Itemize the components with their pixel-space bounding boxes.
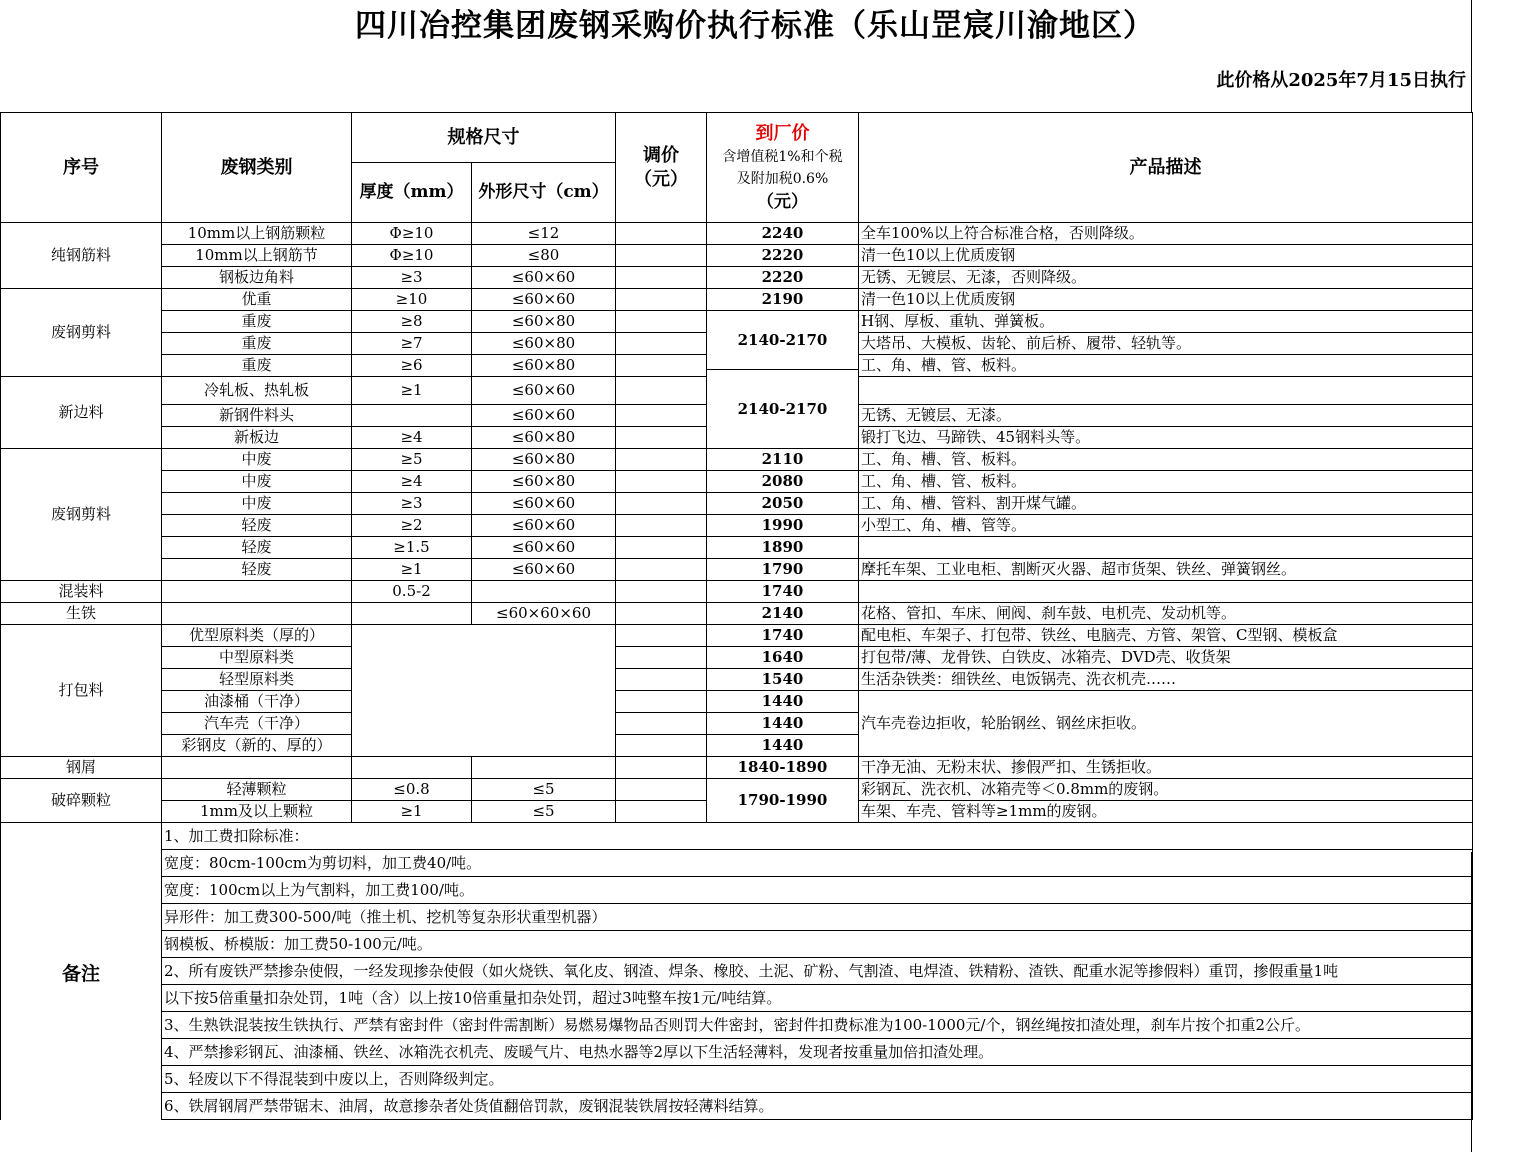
item-name: 中型原料类 — [162, 647, 352, 669]
adjust-cell — [616, 581, 707, 603]
header-price-unit: （元） — [757, 191, 808, 212]
item-name — [162, 581, 352, 603]
adjust-cell — [616, 669, 707, 691]
size-cell: ≤60×80 — [472, 427, 616, 449]
adjust-cell — [616, 515, 707, 537]
item-name: 中废 — [162, 493, 352, 515]
adjust-cell — [616, 691, 707, 713]
item-name: 新钢件料头 — [162, 405, 352, 427]
size-cell: ≤60×60 — [472, 377, 616, 405]
desc-cell: 汽车壳卷边拒收，轮胎钢丝、钢丝床拒收。 — [859, 691, 1473, 757]
size-cell — [472, 757, 616, 779]
item-name: 重废 — [162, 333, 352, 355]
thickness-cell: ≥8 — [352, 311, 472, 333]
table-row — [1, 515, 1473, 537]
item-name: 汽车壳（干净） — [162, 713, 352, 735]
price-table — [0, 112, 1473, 1120]
table-row — [1, 669, 1473, 691]
note-line: 钢模板、桥模版：加工费50-100元/吨。 — [162, 931, 1473, 958]
size-cell: ≤60×80 — [472, 471, 616, 493]
price-cell: 1440 — [707, 735, 859, 757]
item-name: 钢板边角料 — [162, 267, 352, 289]
price-cell — [707, 311, 859, 449]
item-name: 10mm以上钢筋节 — [162, 245, 352, 267]
size-cell: ≤80 — [472, 245, 616, 267]
adjust-cell — [616, 355, 707, 377]
price-cell: 1740 — [707, 625, 859, 647]
desc-cell: 配电柜、车架子、打包带、铁丝、电脑壳、方管、架管、C型钢、模板盒 — [859, 625, 1473, 647]
item-name: 轻型原料类 — [162, 669, 352, 691]
price-cell: 1440 — [707, 713, 859, 735]
price-cell: 1890 — [707, 537, 859, 559]
thickness-cell: ≤0.8 — [352, 779, 472, 801]
size-cell: ≤60×60 — [472, 267, 616, 289]
size-cell: ≤60×80 — [472, 355, 616, 377]
divider — [1471, 0, 1472, 112]
item-name: 10mm以上钢筋颗粒 — [162, 223, 352, 245]
adjust-cell — [616, 377, 707, 405]
price-cell: 2140 — [707, 603, 859, 625]
item-name: 冷轧板、热轧板 — [162, 377, 352, 405]
item-name: 彩钢皮（新的、厚的） — [162, 735, 352, 757]
size-cell: ≤60×80 — [472, 449, 616, 471]
header-price-main: 到厂价 — [755, 122, 810, 144]
thickness-cell: ≥1.5 — [352, 537, 472, 559]
adjust-cell — [616, 223, 707, 245]
item-name: 中废 — [162, 471, 352, 493]
item-name: 1mm及以上颗粒 — [162, 801, 352, 823]
notes-row — [1, 1012, 1473, 1039]
adjust-cell — [616, 603, 707, 625]
group-label: 废钢剪料 — [1, 289, 162, 377]
header-desc: 产品描述 — [859, 113, 1473, 223]
price-value: 2140-2170 — [737, 400, 828, 418]
desc-cell: 工、角、槽、管、板料。 — [859, 471, 1473, 493]
desc-cell: 打包带/薄、龙骨铁、白铁皮、冰箱壳、DVD壳、收货架 — [859, 647, 1473, 669]
note-line: 以下按5倍重量扣杂处罚，1吨（含）以上按10倍重量扣杂处罚，超过3吨整车按1元/吨结算。 — [162, 985, 1473, 1012]
desc-cell: 工、角、槽、管、板料。 — [859, 355, 1473, 377]
header-size: 外形尺寸（cm） — [472, 163, 616, 223]
group-label: 生铁 — [1, 603, 162, 625]
notes-label — [1, 823, 162, 1120]
adjust-cell — [616, 801, 707, 823]
header-price-tax-2: 及附加税0.6% — [736, 170, 829, 187]
note-line: 4、严禁掺彩钢瓦、油漆桶、铁丝、冰箱洗衣机壳、废暖气片、电热水器等2厚以下生活轻薄料，发现者按重量加倍扣渣处理。 — [162, 1039, 1473, 1066]
desc-cell — [859, 537, 1473, 559]
thickness-cell: Φ≥10 — [352, 245, 472, 267]
size-cell: ≤60×60 — [472, 537, 616, 559]
note-line: 3、生熟铁混装按生铁执行、严禁有密封件（密封件需割断）易燃易爆物品否则罚大件密封，密封件扣费标准为100-1000元/个，钢丝绳按扣渣处理，刹车片按个扣重2公斤。 — [162, 1012, 1473, 1039]
table-row — [1, 625, 1473, 647]
group-label: 打包料 — [1, 625, 162, 757]
desc-cell — [859, 377, 1473, 405]
header-adjust — [616, 113, 707, 223]
effective-date: 此价格从2025年7月15日执行 — [1216, 70, 1466, 91]
note-line: 宽度：100cm以上为气割料，加工费100/吨。 — [162, 877, 1473, 904]
thickness-cell: ≥4 — [352, 471, 472, 493]
item-name: 油漆桶（干净） — [162, 691, 352, 713]
table-row — [1, 603, 1473, 625]
size-cell: ≤12 — [472, 223, 616, 245]
thickness-cell: ≥1 — [352, 559, 472, 581]
notes-row — [1, 958, 1473, 985]
desc-cell — [859, 581, 1473, 603]
price-cell: 2220 — [707, 245, 859, 267]
item-name: 优重 — [162, 289, 352, 311]
adjust-cell — [616, 267, 707, 289]
adjust-cell — [616, 427, 707, 449]
desc-cell: 无锈、无镀层、无漆，否则降级。 — [859, 267, 1473, 289]
size-cell: ≤60×60 — [472, 289, 616, 311]
desc-cell: 花格、管扣、车床、闸阀、刹车鼓、电机壳、发动机等。 — [859, 603, 1473, 625]
price-cell: 2110 — [707, 449, 859, 471]
size-cell: ≤5 — [472, 779, 616, 801]
price-cell: 1440 — [707, 691, 859, 713]
price-cell: 1740 — [707, 581, 859, 603]
notes-row — [1, 1066, 1473, 1093]
thickness-cell — [352, 405, 472, 427]
header-category: 废钢类别 — [162, 113, 352, 223]
price-cell: 1540 — [707, 669, 859, 691]
thickness-cell: Φ≥10 — [352, 223, 472, 245]
price-cell: 2080 — [707, 471, 859, 493]
thickness-cell — [352, 757, 472, 779]
notes-label-text: 备注 — [61, 962, 100, 985]
group-label: 破碎颗粒 — [1, 779, 162, 823]
adjust-cell — [616, 449, 707, 471]
notes-row — [1, 985, 1473, 1012]
thickness-cell: ≥1 — [352, 377, 472, 405]
thickness-cell: ≥4 — [352, 427, 472, 449]
adjust-cell — [616, 625, 707, 647]
header-row — [1, 113, 1473, 163]
note-line: 2、所有废铁严禁掺杂使假，一经发现掺杂使假（如火烧铁、氧化皮、钢渣、焊条、橡胶、土泥、矿粉、气割渣、电焊渣、铁精粉、渣铁、配重水泥等掺假料）重罚，掺假重量1吨 — [162, 958, 1473, 985]
header-thickness: 厚度（mm） — [352, 163, 472, 223]
item-name: 重废 — [162, 355, 352, 377]
table-row — [1, 267, 1473, 289]
notes-row — [1, 1093, 1473, 1120]
item-name: 重废 — [162, 311, 352, 333]
notes-row — [1, 904, 1473, 931]
price-cell: 1790-1990 — [707, 779, 859, 823]
notes-row — [1, 931, 1473, 958]
table-row — [1, 311, 1473, 333]
group-label: 纯钢筋料 — [1, 223, 162, 289]
size-cell — [472, 581, 616, 603]
size-cell: ≤60×60 — [472, 405, 616, 427]
header-price-tax-1: 含增值税1%和个税 — [722, 148, 843, 165]
adjust-cell — [616, 735, 707, 757]
note-line: 异形件：加工费300-500/吨（推土机、挖机等复杂形状重型机器） — [162, 904, 1473, 931]
table-row — [1, 537, 1473, 559]
price-cell: 1790 — [707, 559, 859, 581]
price-cell: 1640 — [707, 647, 859, 669]
adjust-cell — [616, 471, 707, 493]
item-name — [162, 757, 352, 779]
thickness-cell: ≥3 — [352, 493, 472, 515]
adjust-cell — [616, 333, 707, 355]
size-cell: ≤5 — [472, 801, 616, 823]
adjust-cell — [616, 311, 707, 333]
price-cell: 2190 — [707, 289, 859, 311]
size-cell: ≤60×60 — [472, 493, 616, 515]
notes-row — [1, 823, 1473, 850]
size-cell: ≤60×80 — [472, 311, 616, 333]
desc-cell: 工、角、槽、管料、割开煤气罐。 — [859, 493, 1473, 515]
adjust-cell — [616, 647, 707, 669]
header-price — [707, 113, 859, 223]
table-row — [1, 559, 1473, 581]
desc-cell: 清一色10以上优质废钢 — [859, 289, 1473, 311]
desc-cell: 生活杂铁类：细铁丝、电饭锅壳、洗衣机壳…… — [859, 669, 1473, 691]
adjust-cell — [616, 245, 707, 267]
thickness-cell: 0.5-2 — [352, 581, 472, 603]
table-row — [1, 691, 1473, 713]
adjust-cell — [616, 713, 707, 735]
table-row — [1, 757, 1473, 779]
desc-cell: 清一色10以上优质废钢 — [859, 245, 1473, 267]
table-row — [1, 471, 1473, 493]
item-name — [162, 603, 352, 625]
table-row — [1, 449, 1473, 471]
size-cell: ≤60×60 — [472, 515, 616, 537]
thickness-cell: ≥10 — [352, 289, 472, 311]
table-row — [1, 223, 1473, 245]
price-cell: 2050 — [707, 493, 859, 515]
notes-row — [1, 850, 1473, 877]
item-name: 优型原料类（厚的） — [162, 625, 352, 647]
adjust-cell — [616, 757, 707, 779]
table-row — [1, 493, 1473, 515]
group-label: 新边料 — [1, 377, 162, 449]
desc-cell: 大塔吊、大模板、齿轮、前后桥、履带、轻轨等。 — [859, 333, 1473, 355]
thickness-cell: ≥1 — [352, 801, 472, 823]
header-adjust-unit: （元） — [634, 168, 688, 190]
adjust-cell — [616, 405, 707, 427]
price-cell: 2240 — [707, 223, 859, 245]
desc-cell: H钢、厚板、重轨、弹簧板。 — [859, 311, 1473, 333]
adjust-cell — [616, 779, 707, 801]
thickness-cell: ≥6 — [352, 355, 472, 377]
desc-cell: 工、角、槽、管、板料。 — [859, 449, 1473, 471]
note-line: 1、加工费扣除标准： — [162, 823, 1473, 850]
table-row — [1, 581, 1473, 603]
price-value: 2140-2170 — [737, 331, 828, 349]
price-cell: 1990 — [707, 515, 859, 537]
desc-cell: 小型工、角、槽、管等。 — [859, 515, 1473, 537]
notes-row — [1, 877, 1473, 904]
adjust-cell — [616, 289, 707, 311]
desc-cell: 彩钢瓦、洗衣机、冰箱壳等＜0.8mm的废钢。 — [859, 779, 1473, 801]
price-cell: 2220 — [707, 267, 859, 289]
thickness-cell — [352, 603, 472, 625]
notes-row — [1, 1039, 1473, 1066]
thickness-cell: ≥2 — [352, 515, 472, 537]
size-cell: ≤60×60 — [472, 559, 616, 581]
desc-cell: 锻打飞边、马蹄铁、45钢料头等。 — [859, 427, 1473, 449]
desc-cell: 全车100%以上符合标准合格，否则降级。 — [859, 223, 1473, 245]
table-row — [1, 289, 1473, 311]
item-name: 中废 — [162, 449, 352, 471]
item-name: 轻废 — [162, 559, 352, 581]
note-line: 6、铁屑钢屑严禁带锯末、油屑，故意掺杂者处货值翻倍罚款，废钢混装铁屑按轻薄料结算。 — [162, 1093, 1473, 1120]
page-title: 四川冶控集团废钢采购价执行标准（乐山罡宸川渝地区） — [355, 8, 1155, 44]
table-row — [1, 779, 1473, 801]
size-cell: ≤60×60×60 — [472, 603, 616, 625]
desc-cell: 无锈、无镀层、无漆。 — [859, 405, 1473, 427]
group-label: 钢屑 — [1, 757, 162, 779]
price-cell: 1840-1890 — [707, 757, 859, 779]
size-cell: ≤60×80 — [472, 333, 616, 355]
table-row — [1, 647, 1473, 669]
desc-cell: 摩托车架、工业电柜、割断灭火器、超市货架、铁丝、弹簧钢丝。 — [859, 559, 1473, 581]
thickness-cell: ≥7 — [352, 333, 472, 355]
item-name: 轻薄颗粒 — [162, 779, 352, 801]
table-row — [1, 245, 1473, 267]
item-name: 新板边 — [162, 427, 352, 449]
desc-cell: 干净无油、无粉末状、掺假严扣、生锈拒收。 — [859, 757, 1473, 779]
adjust-cell — [616, 537, 707, 559]
adjust-cell — [616, 493, 707, 515]
thickness-cell: ≥3 — [352, 267, 472, 289]
group-label: 废钢剪料 — [1, 449, 162, 581]
note-line: 5、轻废以下不得混装到中废以上，否则降级判定。 — [162, 1066, 1473, 1093]
note-line: 宽度：80cm-100cm为剪切料，加工费40/吨。 — [162, 850, 1473, 877]
header-spec: 规格尺寸 — [352, 113, 616, 163]
item-name: 轻废 — [162, 537, 352, 559]
adjust-cell — [616, 559, 707, 581]
desc-cell: 车架、车壳、管料等≥1mm的废钢。 — [859, 801, 1473, 823]
spec-cell — [352, 625, 616, 757]
group-label: 混装料 — [1, 581, 162, 603]
header-adjust-label: 调价 — [643, 144, 679, 166]
header-seq: 序号 — [1, 113, 162, 223]
item-name: 轻废 — [162, 515, 352, 537]
thickness-cell: ≥5 — [352, 449, 472, 471]
